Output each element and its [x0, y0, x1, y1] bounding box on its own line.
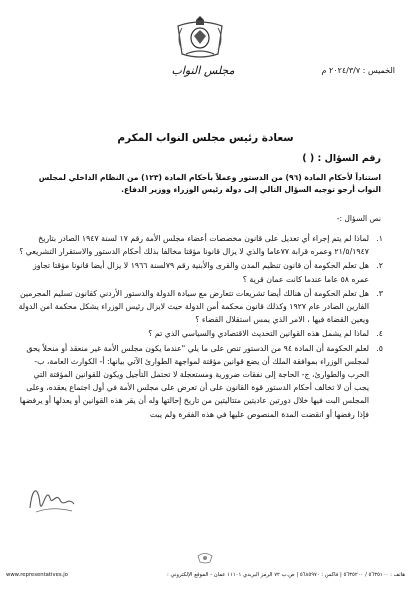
questions-heading: نص السؤال :- — [336, 214, 381, 223]
intro-paragraph: استناداً لأحكام المادة (٩٦) من الدستور وعملاً بأحكام المادة (١٢٣) من النظام الداخلي لمجلس النواب أرجو توجيه السؤال التالي إلى دولة رئيس الوزراء ووزير الدفاع. — [38, 173, 381, 194]
page-footer — [6, 570, 405, 582]
parliament-name-logo: مجلس النواب — [171, 64, 235, 77]
question-item — [18, 232, 383, 258]
question-item — [18, 259, 383, 285]
question-number-label: ٥. — [376, 343, 383, 353]
question-item — [18, 342, 383, 421]
question-text: لعلم الحكومة أن المادة ٩٤ من الدستور تنص على ما يلي "عندما يكون مجلس الأمة غير منعقد أو منحلاً يحق لمجلس الوزراء بموافقة الملك أن يضع قوانين مؤقتة لمواجهة الطوارئ الآتي بيانها: أ- الكوارث العامة، ب- الحرب والطوارئ، ج- الحاجة إلى نفقات ضرورية ومستعجلة لا تحتمل التأجيل ويكون للقوانين المؤقتة التي يجب أن لا تخالف أحكام الدستور قوة القانون على أن تعرض على مجلس الأمة في أول اجتماع يعقده، وعلى المجلس البت فيها خلال دورتين عاديتين متتاليتين من تاريخ إحالتها وله أن يقر هذه القوانين أو يعدلها أو يرفضها فإذا رفضها أو انقضت المدة المنصوص عليها في هذه الفقرة ولم يبت — [19, 343, 369, 419]
question-text: لماذا لم يشمل هذه القوانين التحديث الاقتصادي والسياسي الذي تم ؟ — [148, 329, 369, 339]
question-item — [18, 327, 383, 340]
handwritten-signature — [22, 478, 82, 518]
question-item — [18, 287, 383, 327]
coat-of-arms-emblem — [172, 14, 228, 60]
footer-contact: هاتف : ٥٦٣٥١٠٠ / ٥٦٣٥٢٠٠ | فاكس : ٥٦٨٥٩٧٠ | ص.ب ٧٢ الرمز البريدي ١١١٠١ عمان - الموقع الإلكتروني : — [167, 572, 405, 578]
question-text: لماذا لم يتم إجراء أي تعديل على قانون مخصصات أعضاء مجلس الأمة رقم ١٧ لسنة ١٩٤٧ الصادر بتاريخ ٢١/٥/١٩٤٧ وعمره قرابة ٧٧عاما والذي لا يزال قانونا مؤقتا مخالفا بذلك أحكام الدستور والاستقرار التشريعي ؟ — [19, 234, 369, 257]
footer-website: www.representatives.jo — [6, 572, 68, 578]
question-number-label: ٣. — [376, 288, 383, 298]
question-text: هل تعلم الحكومة أن هنالك أيضا تشريعات تتعارض مع سيادة الدولة والدستور الأردني كقانون تسليم المجرمين الفارين الصادر عام ١٩٢٧ وكذلك قانون محكمة أمن الدولة حيث لايزال رئيس الوزراء يشكل محكمة امن الدولة ويعين القضاة فيها ، الامر الذي يمس استقلال القضاء ؟ — [18, 288, 369, 325]
question-number: رقم السؤال : ( ) — [302, 153, 381, 164]
question-text: هل تعلم الحكومة أن قانون تنظيم المدن والقرى والأبنية رقم ٧٩لسنة ١٩٦٦ لا يزال أيضا قانونا مؤقتا تجاوز عمره ٥٨ عاما عندما كانت عمان قرية ؟ — [32, 261, 369, 284]
question-number-label: ٢. — [376, 261, 383, 271]
footer-emblem-icon — [196, 550, 214, 564]
question-number-label: ١. — [376, 234, 383, 243]
question-number-label: ٤. — [376, 329, 383, 339]
letter-date: الخميس : ٢٠٢٤/٣/٧ م — [321, 66, 395, 75]
questions-list — [18, 232, 383, 422]
letter-title: سعادة رئيس مجلس النواب المكرم — [117, 132, 294, 144]
